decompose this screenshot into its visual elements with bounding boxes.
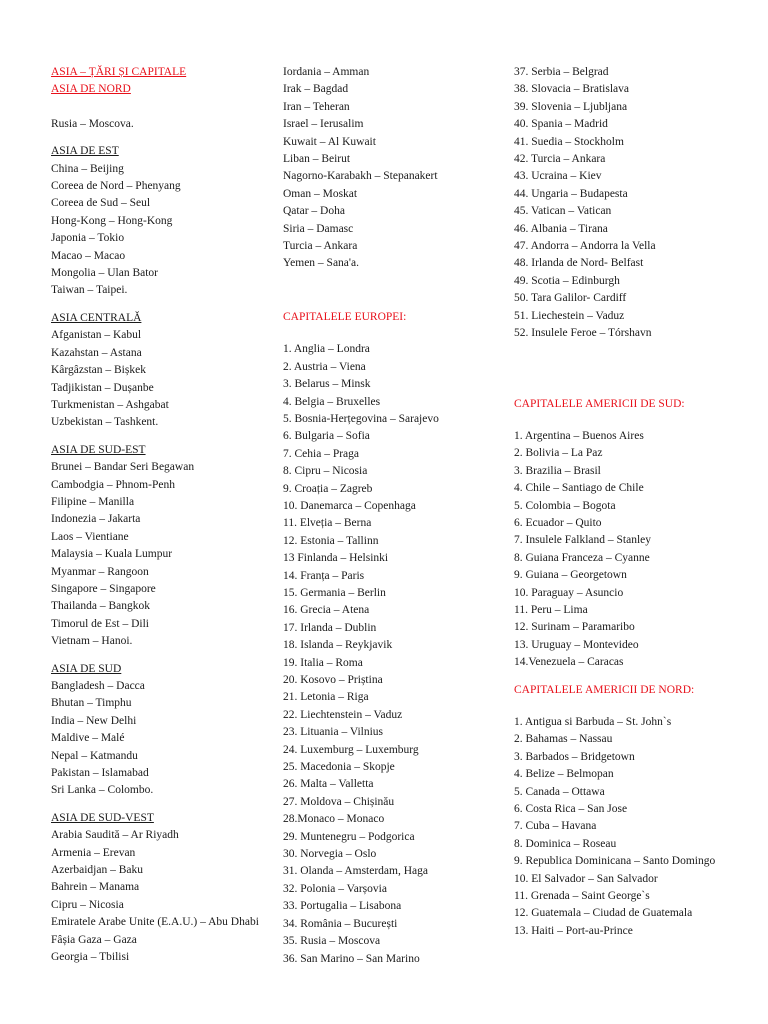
list-item: 14.Venezuela – Caracas (514, 656, 624, 669)
list-item: Tadjikistan – Dușanbe (51, 381, 154, 394)
list-item: 4. Belize – Belmopan (514, 768, 614, 781)
list-item: 8. Dominica – Roseau (514, 837, 617, 850)
list-item: Macao – Macao (51, 249, 126, 262)
list-item: Filipine – Manilla (51, 495, 135, 508)
list-item: 25. Macedonia – Skopje (283, 761, 395, 774)
list-item: Coreea de Nord – Phenyang (51, 180, 181, 193)
list-item: Maldive – Malé (51, 732, 125, 745)
list-item: Laos – Vientiane (51, 530, 129, 543)
list-item: 3. Brazilia – Brasil (514, 464, 601, 477)
list-item: 7. Cehia – Praga (283, 447, 360, 460)
list-item: Arabia Saudită – Ar Riyadh (51, 829, 179, 842)
list-item: Uzbekistan – Tashkent. (51, 416, 159, 429)
southeast-asia-list (51, 459, 266, 650)
list-item: Azerbaidjan – Baku (51, 864, 143, 877)
list-item: Nagorno-Karabakh – Stepanakert (283, 170, 438, 183)
list-item: Georgia – Tbilisi (51, 951, 130, 964)
north-america-heading: CAPITALELE AMERICII DE NORD: (514, 683, 695, 696)
list-item: Liban – Beirut (283, 153, 351, 166)
south-asia-heading: ASIA DE SUD (51, 662, 122, 675)
list-item: 9. Republica Dominicana – Santo Domingo (514, 855, 716, 868)
list-item: 47. Andorra – Andorra la Vella (514, 240, 656, 253)
list-item: 8. Cipru – Nicosia (283, 465, 368, 478)
column-right (514, 64, 754, 940)
list-item: 36. San Marino – San Marino (283, 952, 420, 965)
list-item: Kazahstan – Astana (51, 346, 142, 359)
list-item: Pakistan – Islamabad (51, 767, 149, 780)
list-item: 9. Guiana – Georgetown (514, 569, 627, 582)
asia-title: ASIA – ȚĂRI ȘI CAPITALE (51, 66, 187, 78)
list-item: Irak – Bagdad (283, 83, 349, 96)
southwest-asia-heading: ASIA DE SUD-VEST (51, 811, 154, 824)
list-item: 13. Haiti – Port-au-Prince (514, 924, 633, 937)
list-item: 30. Norvegia – Oslo (283, 848, 377, 861)
list-item: 6. Bulgaria – Sofia (283, 430, 370, 443)
list-item: China – Beijing (51, 162, 124, 175)
list-item: 6. Ecuador – Quito (514, 516, 602, 529)
list-item: Turcia – Ankara (283, 240, 358, 253)
list-item: Coreea de Sud – Seul (51, 197, 151, 210)
north-america-list (514, 714, 754, 940)
list-item: Singapore – Singapore (51, 582, 156, 595)
list-item: 5. Canada – Ottawa (514, 785, 605, 798)
list-item: 52. Insulele Feroe – Tórshavn (514, 327, 652, 340)
list-item: 50. Tara Galilor- Cardiff (514, 292, 627, 305)
list-item: 13. Uruguay – Montevideo (514, 638, 639, 651)
list-item: Bangladesh – Dacca (51, 680, 145, 692)
list-item: 14. Franța – Paris (283, 569, 365, 582)
list-item: Brunei – Bandar Seri Begawan (51, 461, 195, 474)
list-item: 6. Costa Rica – San Jose (514, 803, 628, 816)
column-asia (51, 64, 266, 967)
list-item: Kuwait – Al Kuwait (283, 135, 376, 148)
central-asia-list (51, 327, 266, 431)
list-item: 9. Croația – Zagreb (283, 482, 373, 495)
list-item: 17. Irlanda – Dublin (283, 621, 377, 634)
list-item: 11. Peru – Lima (514, 603, 588, 616)
list-item: 10. Paraguay – Asuncio (514, 586, 624, 599)
list-item: 26. Malta – Valletta (283, 778, 374, 791)
list-item: 12. Guatemala – Ciudad de Guatemala (514, 907, 693, 920)
list-item: 38. Slovacia – Bratislava (514, 83, 629, 96)
list-item: 28.Monaco – Monaco (283, 813, 385, 826)
list-item: 15. Germania – Berlin (283, 586, 386, 599)
list-item: Mongolia – Ulan Bator (51, 267, 158, 280)
list-item: 29. Muntenegru – Podgorica (283, 830, 415, 843)
europe-list (283, 341, 498, 968)
list-item: 5. Colombia – Bogota (514, 499, 616, 512)
list-item: Armenia – Erevan (51, 846, 136, 859)
list-item: 32. Polonia – Varșovia (283, 882, 387, 895)
list-item: Japonia – Tokio (51, 232, 125, 245)
list-item: Israel – Ierusalim (283, 118, 364, 131)
list-item: 7. Insulele Falkland – Stanley (514, 534, 652, 547)
list-item: 4. Belgia – Bruxelles (283, 395, 381, 408)
list-item: 37. Serbia – Belgrad (514, 66, 609, 78)
list-item: 22. Liechtenstein – Vaduz (283, 708, 403, 721)
list-item: Yemen – Sana'a. (283, 257, 359, 270)
list-item: 7. Cuba – Havana (514, 820, 597, 833)
column-middle (283, 64, 498, 968)
list-item: 43. Ucraina – Kiev (514, 170, 602, 183)
list-item: 40. Spania – Madrid (514, 118, 608, 131)
list-item: 16. Grecia – Atena (283, 604, 370, 617)
list-item: 46. Albania – Tirana (514, 222, 608, 235)
list-item: 41. Suedia – Stockholm (514, 135, 624, 148)
list-item: Thailanda – Bangkok (51, 600, 151, 613)
list-item: 1. Antigua si Barbuda – St. John`s (514, 716, 672, 728)
list-item: 39. Slovenia – Ljubljana (514, 100, 628, 113)
list-item: Afganistan – Kabul (51, 329, 142, 342)
list-item: 8. Guiana Franceza – Cyanne (514, 551, 650, 564)
list-item: Cipru – Nicosia (51, 898, 124, 911)
list-item: 24. Luxemburg – Luxemburg (283, 743, 419, 756)
list-item: Iordania – Amman (283, 66, 370, 78)
list-item: 51. Liechestein – Vaduz (514, 309, 625, 322)
list-item: 12. Surinam – Paramaribo (514, 621, 635, 634)
list-item: Iran – Teheran (283, 100, 350, 113)
north-asia-list (51, 116, 266, 133)
list-item: 1. Argentina – Buenos Aires (514, 429, 644, 442)
south-asia-list (51, 678, 266, 800)
list-item: 4. Chile – Santiago de Chile (514, 482, 644, 495)
list-item: 11. Elveția – Berna (283, 517, 372, 530)
list-item: Bahrein – Manama (51, 881, 140, 894)
southwest-asia-list-continued (283, 64, 498, 273)
list-item: Fâșia Gaza – Gaza (51, 933, 137, 946)
list-item: 49. Scotia – Edinburgh (514, 274, 620, 287)
list-item: 31. Olanda – Amsterdam, Haga (283, 865, 428, 878)
list-item: Qatar – Doha (283, 205, 345, 218)
southeast-asia-heading: ASIA DE SUD-EST (51, 443, 146, 456)
list-item: 35. Rusia – Moscova (283, 935, 381, 948)
south-america-heading: CAPITALELE AMERICII DE SUD: (514, 397, 685, 410)
list-item: Malaysia – Kuala Lumpur (51, 548, 173, 561)
list-item: 3. Barbados – Bridgetown (514, 750, 635, 763)
list-item: 33. Portugalia – Lisabona (283, 900, 402, 913)
list-item: 44. Ungaria – Budapesta (514, 187, 628, 200)
list-item: Sri Lanka – Colombo. (51, 784, 154, 797)
list-item: Nepal – Katmandu (51, 749, 138, 762)
list-item: Indonezia – Jakarta (51, 513, 141, 526)
list-item: Siria – Damasc (283, 222, 354, 235)
list-item: 20. Kosovo – Priștina (283, 674, 383, 686)
list-item: Oman – Moskat (283, 187, 358, 200)
list-item: Cambodgia – Phnom-Penh (51, 478, 175, 491)
central-asia-heading: ASIA CENTRALĂ (51, 311, 142, 324)
list-item: 34. România – București (283, 917, 398, 930)
list-item: Kârgâzstan – Bișkek (51, 364, 146, 377)
list-item: 48. Irlanda de Nord- Belfast (514, 257, 644, 270)
europe-list-continued (514, 64, 754, 343)
list-item: 2. Austria – Viena (283, 360, 366, 373)
list-item: 19. Italia – Roma (283, 656, 363, 669)
list-item: Turkmenistan – Ashgabat (51, 398, 169, 411)
list-item: Myanmar – Rangoon (51, 565, 149, 578)
list-item: 13 Finlanda – Helsinki (283, 552, 389, 565)
list-item: Timorul de Est – Dili (51, 617, 149, 630)
list-item: 12. Estonia – Tallinn (283, 534, 379, 547)
list-item: 3. Belarus – Minsk (283, 378, 371, 391)
list-item: 1. Anglia – Londra (283, 343, 370, 356)
south-america-list (514, 428, 754, 672)
list-item: 5. Bosnia-Herțegovina – Sarajevo (283, 412, 439, 425)
list-item: Bhutan – Timphu (51, 697, 132, 710)
list-item: 42. Turcia – Ankara (514, 153, 606, 166)
list-item: Emiratele Arabe Unite (E.A.U.) – Abu Dhabi (51, 916, 259, 929)
list-item: India – New Delhi (51, 714, 137, 727)
list-item: 11. Grenada – Saint George`s (514, 890, 650, 903)
list-item: 18. Islanda – Reykjavik (283, 639, 393, 652)
east-asia-list (51, 161, 266, 300)
list-item: 21. Letonia – Riga (283, 691, 369, 704)
europe-heading: CAPITALELE EUROPEI: (283, 310, 407, 323)
list-item: 23. Lituania – Vilnius (283, 726, 384, 739)
list-item: 27. Moldova – Chișinău (283, 795, 395, 808)
list-item: 45. Vatican – Vatican (514, 205, 612, 218)
north-asia-heading: ASIA DE NORD (51, 83, 131, 96)
east-asia-heading: ASIA DE EST (51, 145, 119, 158)
list-item: Vietnam – Hanoi. (51, 635, 133, 648)
list-item: 10. El Salvador – San Salvador (514, 872, 658, 885)
list-item: 2. Bahamas – Nassau (514, 733, 613, 746)
list-item: Taiwan – Taipei. (51, 284, 128, 297)
list-item: Hong-Kong – Hong-Kong (51, 214, 173, 227)
southwest-asia-list (51, 827, 266, 966)
list-item: Rusia – Moscova. (51, 117, 134, 130)
list-item: 10. Danemarca – Copenhaga (283, 499, 416, 512)
list-item: 2. Bolivia – La Paz (514, 447, 603, 460)
